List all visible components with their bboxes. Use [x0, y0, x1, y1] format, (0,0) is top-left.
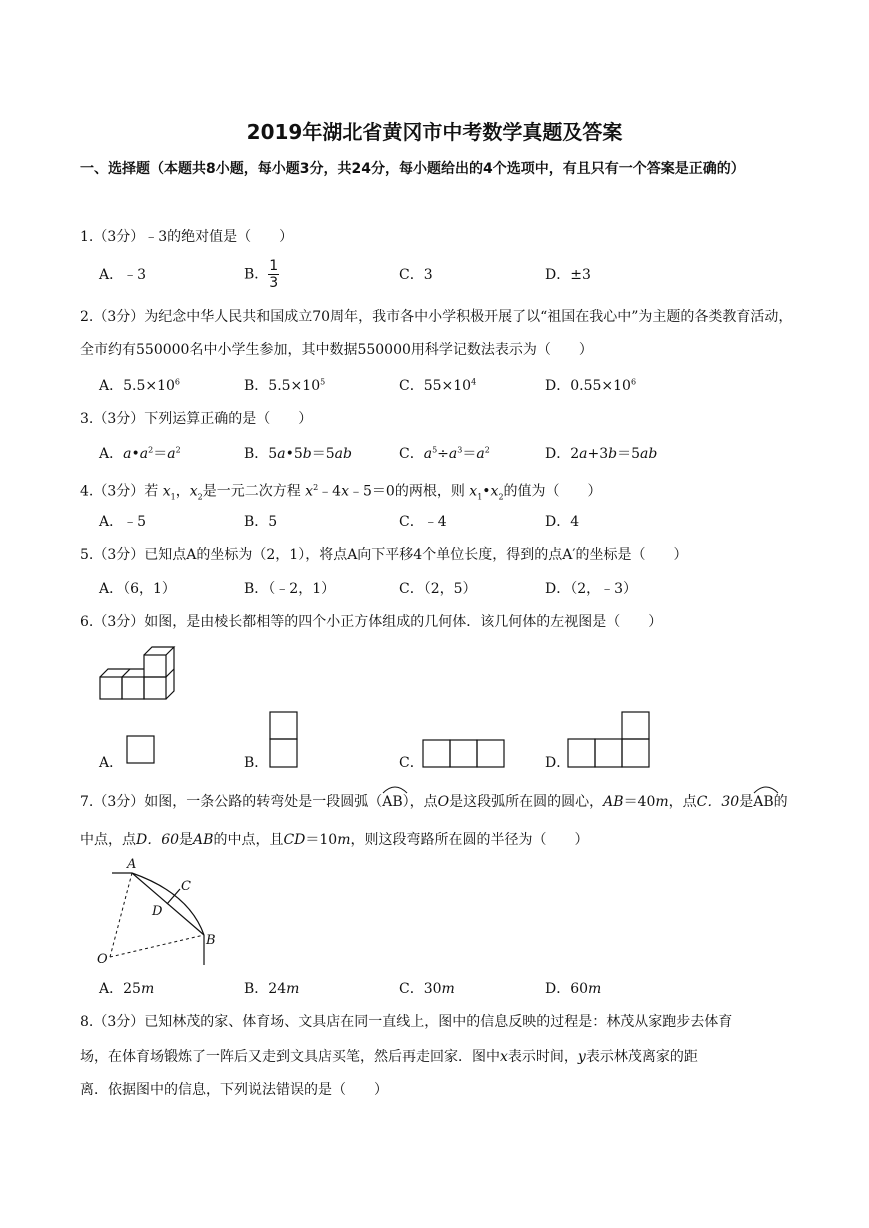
question-3-stem: 3.（3分）下列运算正确的是（ ） [80, 411, 313, 427]
q8-var: x [500, 1049, 508, 1065]
q4-option-c: C．﹣4 [399, 514, 447, 530]
point-d-label: D [152, 904, 163, 919]
exponent: 4 [471, 377, 477, 387]
q7-option-d-text: D．60 [545, 981, 589, 997]
question-7-line-1 [80, 787, 796, 817]
q2-option-d-text: D．0.55×10 [545, 378, 631, 394]
q4-stem-part: 的两根，则 [394, 483, 465, 500]
question-4-stem: 4.（3分）若 $x_1$，$x_2$是一元二次方程 $x^2﹣4x﹣5=0$的两根，则 $x_1•x_2$的值为（ ） [80, 483, 602, 502]
q7-option-b [244, 978, 299, 998]
q2-option-c [399, 375, 476, 395]
q5-option-c: C．（2，5） [399, 581, 477, 597]
q7-option-a-text: A．25 [99, 981, 141, 997]
q1-option-b [244, 258, 279, 291]
q8-text: 场，在体育场锻炼了一阵后又走到文具店买笔，然后再走回家．图中 [80, 1049, 500, 1065]
arc-geometry-figure [94, 855, 224, 970]
exponent: 6 [174, 377, 181, 387]
q1-option-c: C．3 [399, 267, 433, 283]
q2-option-a [99, 375, 180, 395]
exponent: 5 [320, 377, 326, 387]
q4-stem-part: 的值为（ ） [503, 483, 602, 500]
q7-text: 是 [739, 794, 754, 810]
arc-ab-label [382, 787, 402, 817]
q6-option-a: A． [99, 755, 124, 771]
q5-option-b: B．（﹣2，1） [244, 581, 336, 597]
q2-option-d [545, 375, 636, 395]
q6-option-b: B． [244, 755, 269, 771]
q7-unit: m [140, 981, 155, 997]
question-6-stem: 6.（3分）如图，是由棱长都相等的四个小正方体组成的几何体．该几何体的左视图是（ ） [80, 614, 663, 630]
q7-text: 的中点，且 [213, 832, 284, 848]
q7-text: ＝10 [305, 832, 338, 848]
q4-option-a: A．﹣5 [99, 514, 147, 530]
q6-option-c-figure [422, 739, 508, 769]
q5-option-d: D．（2，﹣3） [545, 581, 638, 597]
q7-text: 7.（3分）如图，一条公路的转弯处是一段圆弧（ [80, 794, 383, 810]
q6-option-d: D． [545, 755, 571, 771]
question-8-line-1: 8.（3分）已知林茂的家、体育场、文具店在同一直线上，图中的信息反映的过程是：林茂从家跑步去体育 [80, 1014, 733, 1030]
q7-text: 是这段弧所在圆的圆心， [449, 794, 604, 810]
q7-unit: m [588, 981, 602, 997]
question-8-line-3: 离．依据图中的信息，下列说法错误的是（ ） [80, 1082, 388, 1098]
q7-unit: m [441, 981, 455, 997]
q7-option-a [99, 978, 154, 998]
arc-ab-label [753, 787, 773, 817]
q7-unit: m [286, 981, 300, 997]
fraction-denominator: 3 [269, 275, 279, 291]
q4-option-b: B．5 [244, 514, 278, 530]
q7-text: ，点 [668, 794, 697, 810]
question-1-stem: 1.（3分）﹣3的绝对值是（ ） [80, 229, 294, 245]
fraction [268, 258, 279, 291]
q7-option-c [399, 978, 455, 998]
q2-option-b [244, 375, 325, 395]
exponent: 6 [630, 377, 637, 387]
q7-text: 的 [773, 794, 788, 810]
q7-var: O [437, 794, 450, 810]
q4-option-d: D．4 [545, 514, 580, 530]
q2-option-b-text: B．5.5×10 [244, 378, 321, 394]
point-o-label: O [97, 952, 108, 967]
q7-text: ＝40 [623, 794, 656, 810]
q3-option-b: B．5a•5b＝5ab [244, 446, 352, 462]
q6-option-b-figure [269, 711, 299, 769]
q7-text: 是 [179, 832, 194, 848]
q7-unit: m [337, 832, 351, 848]
q7-var: D．60 [136, 832, 180, 848]
question-8-line-2 [80, 1042, 796, 1072]
q7-option-c-text: C．30 [399, 981, 442, 997]
q8-var: y [577, 1049, 586, 1065]
q7-option-d [545, 978, 601, 998]
page-title: 2019年湖北省黄冈市中考数学真题及答案 [246, 120, 623, 144]
q7-text: ），点 [402, 794, 438, 810]
arc-text: AB [382, 794, 403, 810]
arc-text: AB [753, 794, 774, 810]
q1-option-d: D．±3 [545, 267, 591, 283]
question-2-stem: 2.（3分）为纪念中华人民共和国成立70周年，我市各中小学积极开展了以“祖国在我心中”为主题的各类教育活动，全市约有550000名中小学生参加，其中数据550000用科学记数法表示为（ ） [80, 309, 793, 358]
q6-option-c: C． [399, 755, 424, 771]
q3-option-a: A．$a•a^2=a^2$ [99, 445, 181, 462]
q1-option-b-label: B． [244, 266, 269, 283]
q5-option-a: A．（6，1） [99, 581, 176, 597]
q7-var: C．30 [696, 794, 740, 810]
section-heading: 一、选择题（本题共8小题，每小题3分，共24分，每小题给出的4个选项中，有且只有一个答案是正确的） [80, 161, 745, 177]
q8-text: 表示林茂离家的距 [585, 1049, 698, 1065]
q8-text: 表示时间， [507, 1049, 578, 1065]
q6-option-a-figure [126, 735, 156, 765]
q7-option-b-text: B．24 [244, 981, 287, 997]
q3-option-c: C．$a^5\div a^3=a^2$ [399, 445, 490, 462]
point-a-label: A [127, 857, 137, 872]
question-7-line-2 [80, 825, 796, 855]
q7-unit: m [655, 794, 669, 810]
q3-option-d: D．2a+3b＝5ab [545, 446, 658, 462]
q1-option-a: A．﹣3 [99, 267, 147, 283]
q7-var: AB [603, 794, 624, 810]
point-c-label: C [181, 879, 191, 894]
fraction-numerator: 1 [269, 258, 279, 274]
point-b-label: B [206, 933, 216, 948]
q7-var: AB [193, 832, 214, 848]
q7-text: 中点，点 [80, 832, 136, 848]
q4-stem-part: 是一元二次方程 [202, 483, 301, 500]
q7-var: CD [283, 832, 306, 848]
cube-figure [98, 647, 178, 705]
q4-stem-part: 4.（3分）若 [80, 483, 159, 500]
q2-option-c-text: C．55×10 [399, 378, 472, 394]
q7-text: ，则这段弯路所在圆的半径为（ ） [350, 832, 589, 848]
q2-option-a-text: A．5.5×10 [99, 378, 175, 394]
question-5-stem: 5.（3分）已知点A的坐标为（2，1），将点A向下平移4个单位长度，得到的点A′的坐标是（ ） [80, 547, 688, 563]
q6-option-d-figure [567, 711, 653, 769]
